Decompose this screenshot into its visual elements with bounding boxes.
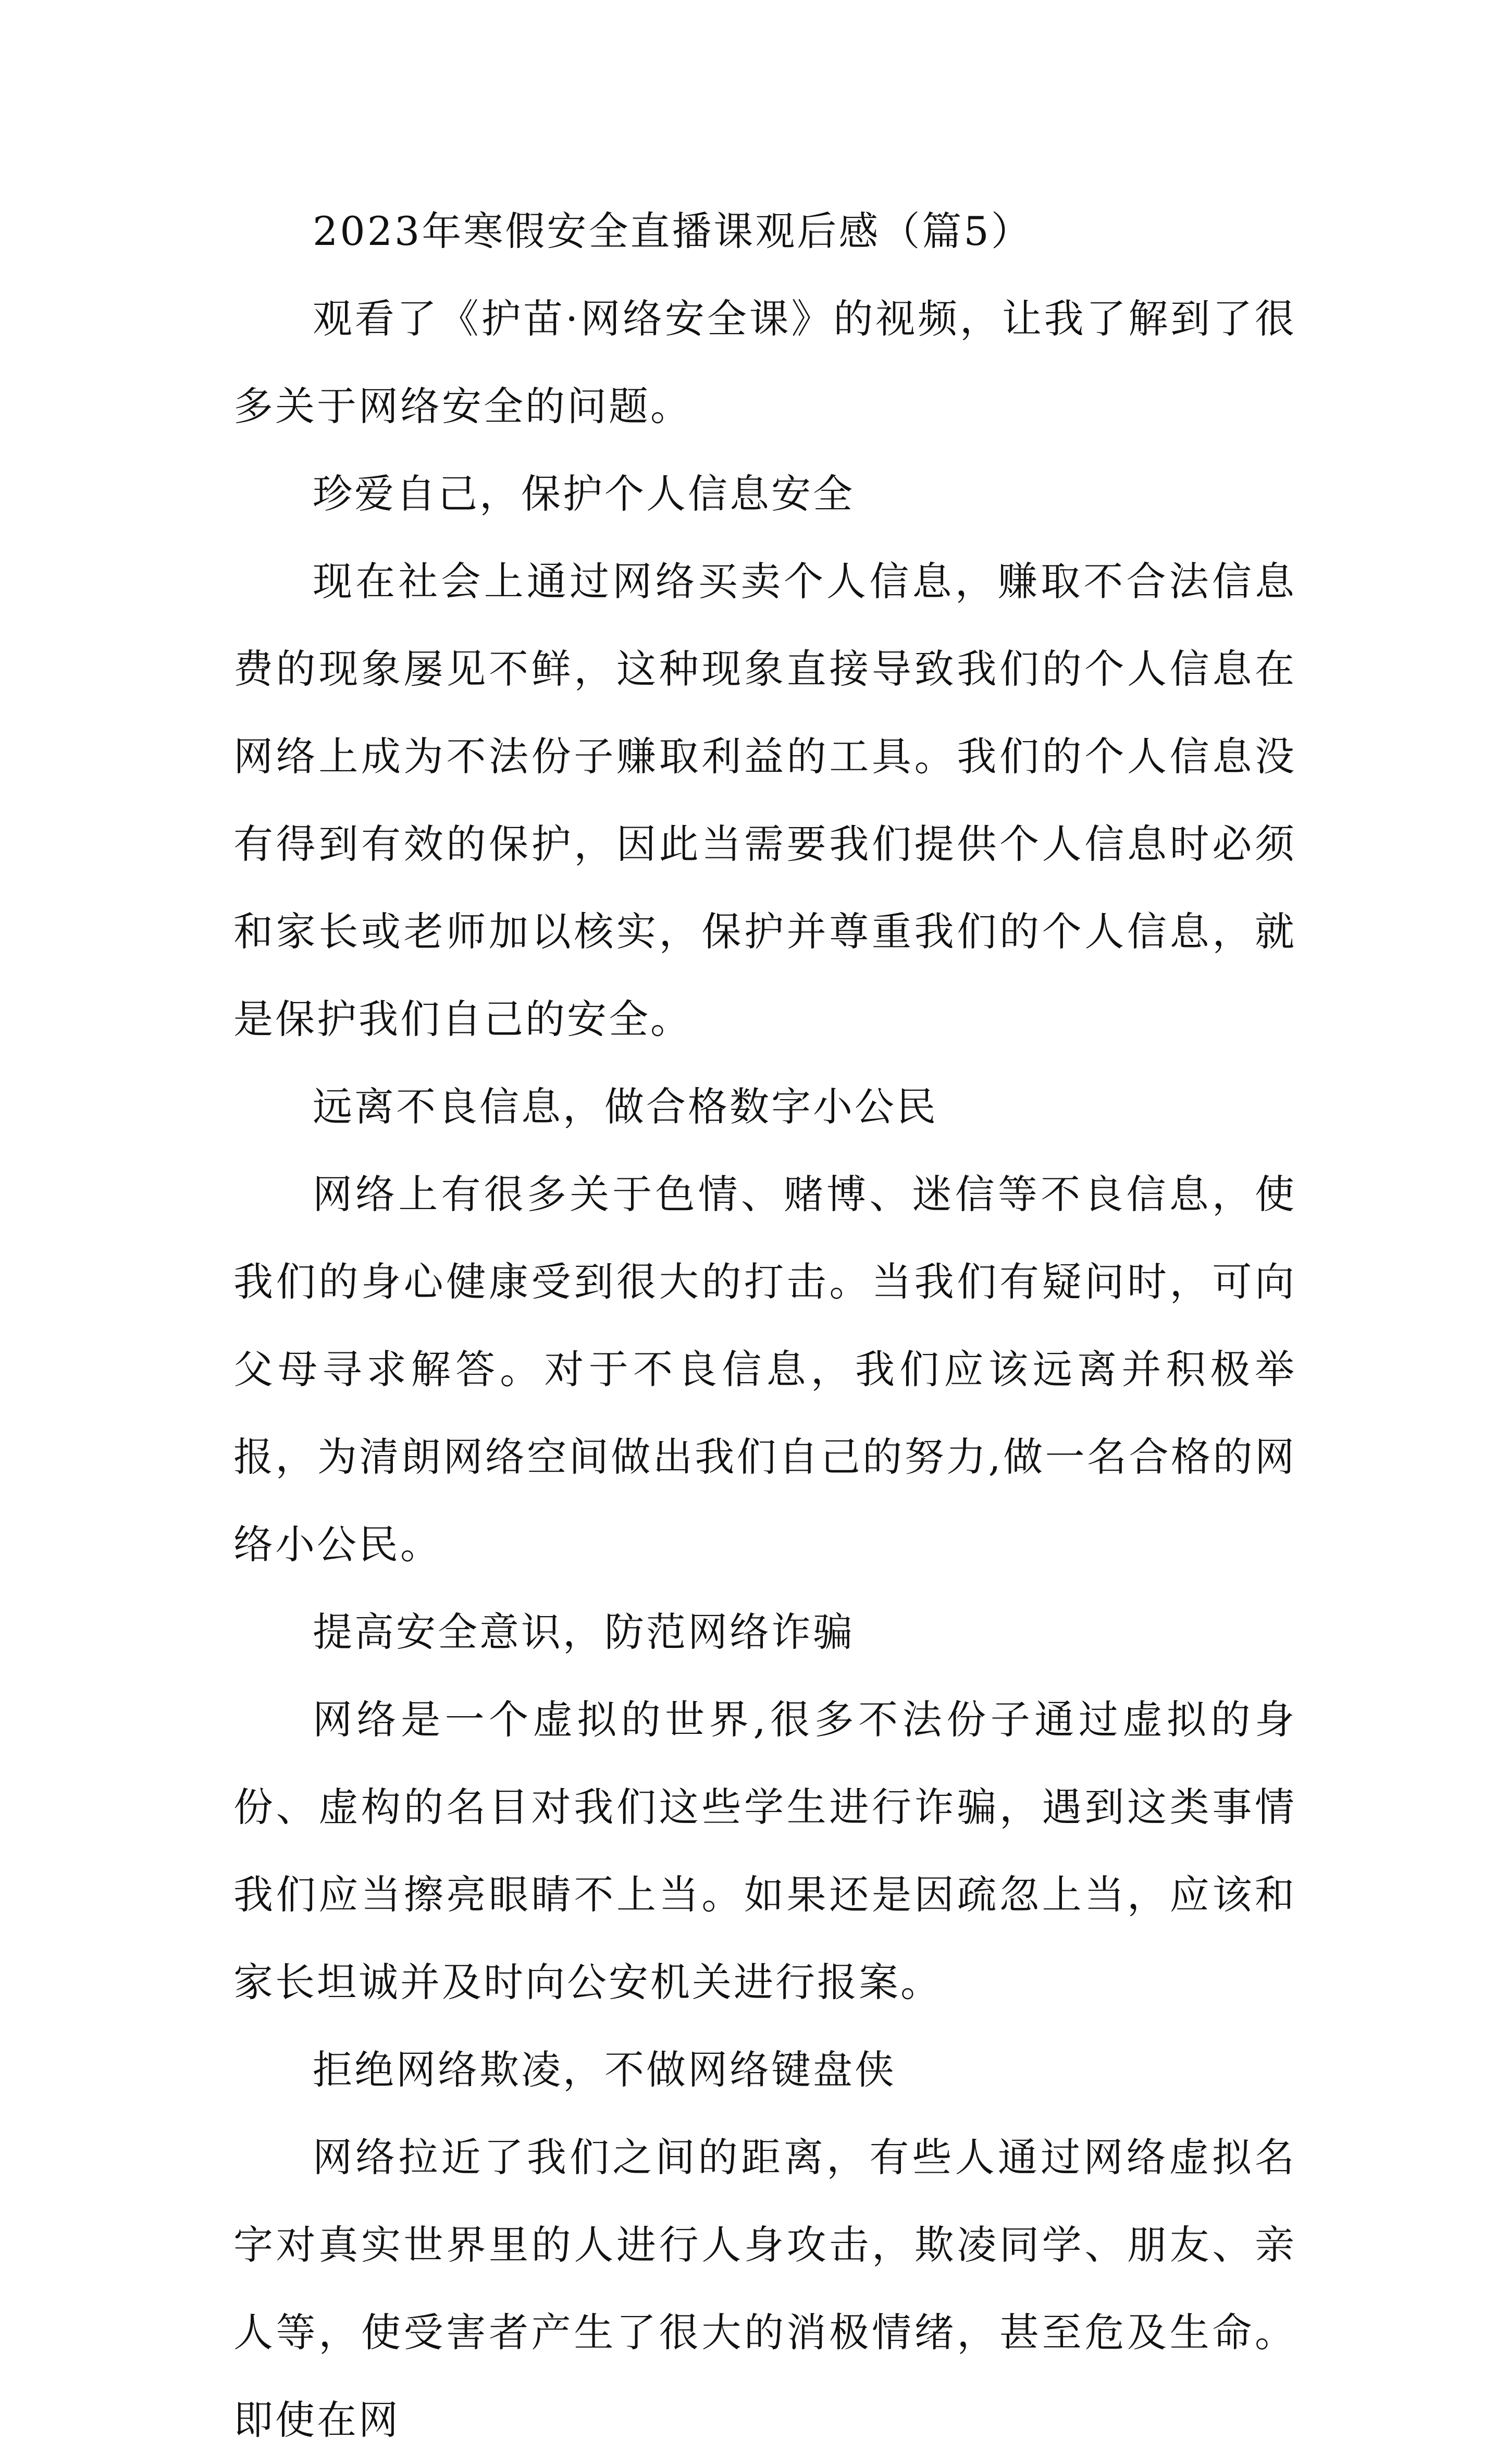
section-heading-bad-info: 远离不良信息，做合格数字小公民 xyxy=(313,1083,938,1130)
paragraph-personal-info: 现在社会上通过网络买卖个人信息，赚取不合法信息费的现象屡见不鲜，这种现象直接导致我们的个人信息在网络上成为不法份子赚取利益的工具。我们的个人信息没有得到有效的保护，因此当需要我们提供个人信息时必须和家长或老师加以核实，保护并尊重我们的个人信息，就是保护我们自己的安全。 xyxy=(233,558,1296,1042)
section-heading-bullying: 拒绝网络欺凌，不做网络键盘侠 xyxy=(313,2047,896,2093)
paragraph-bullying: 网络拉近了我们之间的距离，有些人通过网络虚拟名字对真实世界里的人进行人身攻击，欺凌同学、朋友、亲人等，使受害者产生了很大的消极情绪，甚至危及生命。即使在网 xyxy=(233,2134,1296,2443)
paragraph-bad-info: 网络上有很多关于色情、赌博、迷信等不良信息，使我们的身心健康受到很大的打击。当我们有疑问时，可向父母寻求解答。对于不良信息，我们应该远离并积极举报，为清朗网络空间做出我们自己的努力,做一名合格的网络小公民。 xyxy=(233,1171,1296,1568)
document-title: 2023年寒假安全直播课观后感（篇5） xyxy=(313,208,1033,254)
paragraph-intro: 观看了《护苗·网络安全课》的视频，让我了解到了很多关于网络安全的问题。 xyxy=(233,295,1296,429)
document-body xyxy=(233,188,1296,2464)
section-heading-fraud: 提高安全意识，防范网络诈骗 xyxy=(313,1609,855,1655)
section-heading-personal-info: 珍爱自己，保护个人信息安全 xyxy=(313,471,855,517)
paragraph-fraud: 网络是一个虚拟的世界,很多不法份子通过虚拟的身份、虚构的名目对我们这些学生进行诈骗，遇到这类事情我们应当擦亮眼睛不上当。如果还是因疏忽上当，应该和家长坦诚并及时向公安机关进行报案。 xyxy=(233,1696,1296,2005)
